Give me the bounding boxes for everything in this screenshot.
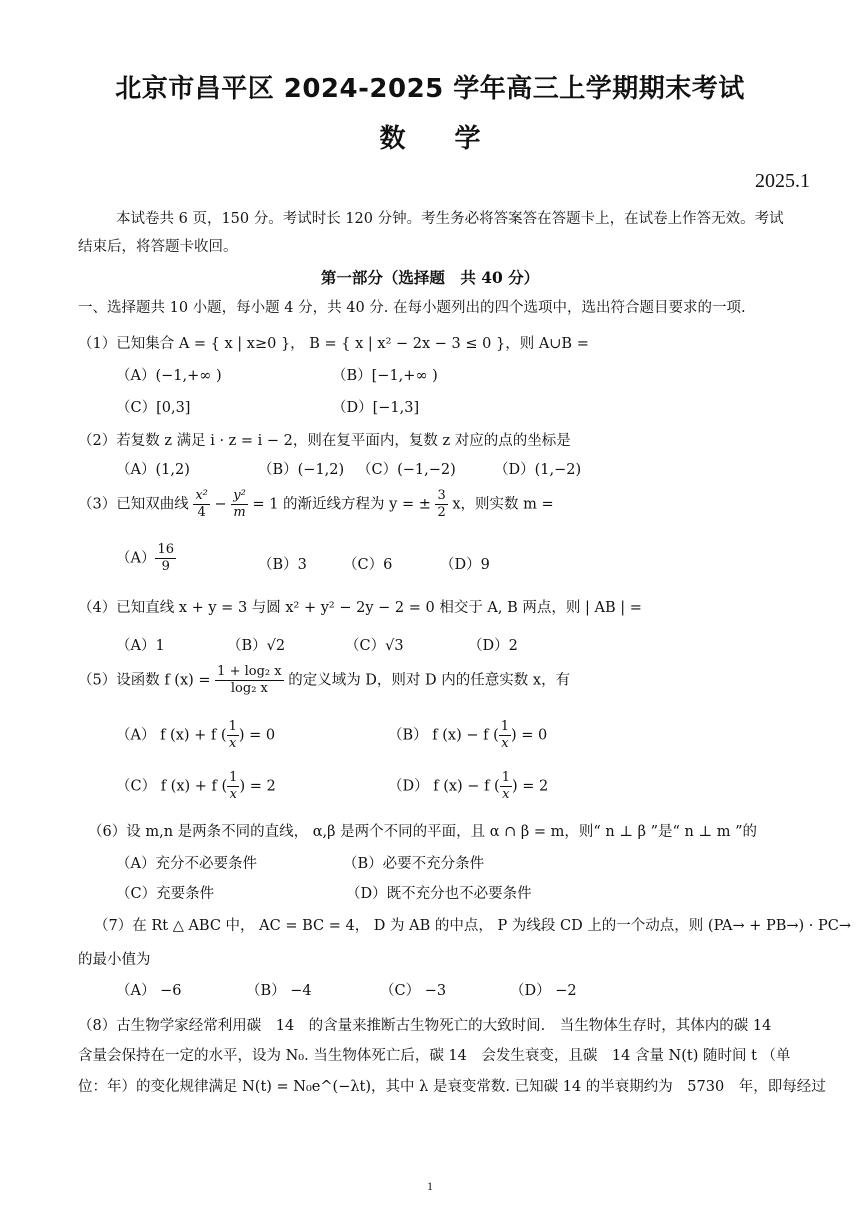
- q3-option-a-fraction: $\frac{16}{9}$: [157, 542, 175, 574]
- q6-option-a: （A）充分不必要条件: [116, 856, 257, 872]
- q4-stem: （4）已知直线 x + y = 3 与圆 x² + y² − 2y − 2 = 0 相交于 A, B 两点，则 | AB | =: [78, 600, 642, 616]
- q5-option-d: （D） f (x) − f ( $\frac{1}{x}$ ) = 2: [388, 770, 549, 802]
- q6-option-d: （D）既不充分也不必要条件: [346, 886, 532, 902]
- section-title: 第一部分（选择题 共 40 分）: [320, 268, 540, 287]
- q8-line3: 位：年）的变化规律满足 N(t) = N₀e^(−λt)，其中 λ 是衰变常数. 已知碳 14 的半衰期约为 5730 年，即每经过: [78, 1079, 826, 1095]
- q7-option-c: （C） −3: [380, 983, 447, 999]
- q1-option-c: （C）[0,3]: [116, 400, 191, 416]
- q3-fraction-y: $\frac{\text{y²}}{m}$: [233, 488, 246, 520]
- q5-option-c: （C） f (x) + f ( $\frac{1}{x}$ ) = 2: [116, 770, 276, 802]
- q7-stem-line2: 的最小值为: [78, 952, 151, 968]
- exam-title: 北京市昌平区 2024-2025 学年高三上学期期末考试: [115, 74, 745, 104]
- q7-stem-line1: （7）在 Rt △ ABC 中， AC = BC = 4， D 为 AB 的中点， P 为线段 CD 上的一个动点，则 (PA→ + PB→) · PC→: [94, 918, 852, 934]
- q4-option-c: （C）√3: [345, 638, 404, 654]
- q3-stem-pre: （3）已知双曲线: [78, 496, 189, 513]
- q1-option-a: （A）(−1,+∞ ): [116, 368, 222, 384]
- q2-option-b: （B）(−1,2): [258, 462, 345, 478]
- q5-stem: （5）设函数 f (x) = $\frac{\text{1 + log₂ x}}{\text{log₂ x}}$ 的定义域为 D，则对 D 内的任意实数 x，有: [78, 664, 571, 696]
- q5-fraction: $\frac{\text{1 + log₂ x}}{\text{log₂ x}}$: [217, 664, 282, 696]
- q7-option-b: （B） −4: [246, 983, 312, 999]
- q3-option-a: （A） $\frac{16}{9}$: [116, 542, 175, 574]
- q7-option-d: （D） −2: [510, 983, 577, 999]
- exam-date: 2025.1: [755, 170, 810, 192]
- q1-stem: （1）已知集合 A = { x | x≥0 }， B = { x | x² − 2x − 3 ≤ 0 }，则 A∪B =: [78, 336, 589, 352]
- q3-stem: [78, 488, 554, 521]
- q2-option-a: （A）(1,2): [116, 462, 190, 478]
- q4-option-a: （A）1: [116, 638, 165, 654]
- q7-option-a: （A） −6: [116, 983, 182, 999]
- exam-intro: 本试卷共 6 页，150 分。考试时长 120 分钟。考生务必将答案答在答题卡上，在试卷上作答无效。考试结束后，将答题卡收回。: [78, 211, 784, 255]
- subject-title: 数 学: [379, 124, 481, 154]
- q2-option-d: （D）(1,−2): [494, 462, 582, 478]
- q1-option-b: （B）[−1,+∞ ): [332, 368, 438, 384]
- q2-option-c: （C）(−1,−2): [357, 462, 456, 478]
- q3-fraction-slope: $\frac{3}{2}$: [437, 488, 446, 520]
- q3-option-d: （D）9: [440, 557, 490, 573]
- q6-option-b: （B）必要不充分条件: [343, 856, 485, 872]
- q3-minus: −: [214, 496, 232, 513]
- q8-line2: 含量会保持在一定的水平，设为 N₀. 当生物体死亡后，碳 14 会发生衰变，且碳 14 含量 N(t) 随时间 t （单: [78, 1048, 791, 1064]
- q5-option-b: （B） f (x) − f ( $\frac{1}{x}$ ) = 0: [388, 719, 548, 751]
- instructions: 一、选择题共 10 小题，每小题 4 分，共 40 分. 在每小题列出的四个选项中，选出符合题目要求的一项.: [78, 300, 746, 316]
- q5-option-a: （A） f (x) + f ( $\frac{1}{x}$ ) = 0: [116, 719, 276, 751]
- q1-option-d: （D）[−1,3]: [332, 400, 420, 416]
- q8-line1: （8）古生物学家经常利用碳 14 的含量来推断古生物死亡的大致时间. 当生物体生存时，其体内的碳 14: [78, 1018, 772, 1034]
- q3-option-c: （C）6: [343, 557, 393, 573]
- q3-fraction-x: $\frac{\text{x²}}{4}$: [195, 488, 208, 520]
- page-number: 1: [427, 1179, 433, 1193]
- q6-option-c: （C）充要条件: [116, 886, 215, 902]
- q4-option-d: （D）2: [468, 638, 518, 654]
- q3-option-b: （B）3: [258, 557, 307, 573]
- q3-stem-mid: = 1 的渐近线方程为 y = ±: [252, 496, 431, 513]
- q2-stem: （2）若复数 z 满足 i · z = i − 2，则在复平面内，复数 z 对应的点的坐标是: [78, 433, 571, 449]
- q3-stem-post: x，则实数 m =: [452, 496, 554, 513]
- q4-option-b: （B）√2: [227, 638, 286, 654]
- q6-stem: （6）设 m,n 是两条不同的直线， α,β 是两个不同的平面，且 α ∩ β = m，则“ n ⊥ β ”是“ n ⊥ m ”的: [88, 824, 758, 840]
